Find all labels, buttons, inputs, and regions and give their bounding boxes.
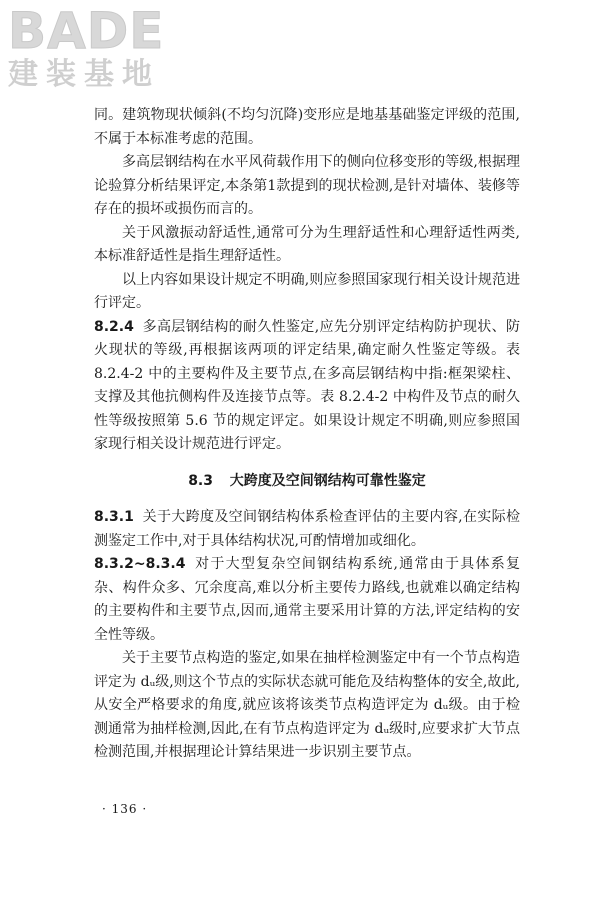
section-title: 大跨度及空间钢结构可靠性鉴定: [229, 472, 426, 489]
section-heading: [94, 470, 520, 494]
clause-paragraph: [94, 506, 520, 553]
clause-paragraph: [94, 316, 520, 457]
logo-subtitle-text: 建装基地: [8, 57, 160, 92]
clause-paragraph: [94, 553, 520, 647]
page-number: · 136 ·: [102, 802, 148, 816]
paragraph: 以上内容如果设计规定不明确,则应参照国家现行相关设计规范进行评定。: [94, 271, 520, 311]
paragraph: 关于主要节点构造的鉴定,如果在抽样检测鉴定中有一个节点构造评定为 dᵤ级,则这个节点的实际状态就可能危及结构整体的安全,故此,从安全严格要求的角度,就应该将该类节点构造评定为 dᵤ级。由于检测通常为抽样检测,因此,在有节点构造评定为 dᵤ级时,应要求扩大节点检测范围,并根据理论计算结果进一步识别主要节点。: [94, 650, 520, 760]
publisher-logo: [8, 2, 178, 98]
clause-number: 8.3.1: [94, 509, 134, 525]
clause-number: 8.2.4: [94, 318, 134, 335]
section-number: 8.3: [188, 472, 213, 489]
logo-brand-text: BADE: [8, 2, 165, 60]
clause-text: 关于大跨度及空间钢结构体系检查评估的主要内容,在实际检测鉴定工作中,对于具体结构状况,可酌情增加或细化。: [94, 509, 520, 549]
clause-text: 对于大型复杂空间钢结构系统,通常由于具体系复杂、构件众多、冗余度高,难以分析主要传力路线,也就难以确定结构的主要构件和主要节点,因而,通常主要采用计算的方法,评定结构的安全性等级。: [94, 556, 520, 643]
document-body: [94, 104, 520, 765]
clause-number: 8.3.2~8.3.4: [94, 556, 186, 572]
clause-text: 多高层钢结构的耐久性鉴定,应先分别评定结构防护现状、防火现状的等级,再根据该两项的评定结果,确定耐久性鉴定等级。表 8.2.4-2 中的主要构件及主要节点,在多高层钢结构中指:框架梁柱、支撑及其他抗侧构件及连接节点等。表 8.2.4-2 中构件及节点的耐久性等级按照第 5.6 节的规定评定。如果设计规定不明确,则应参照国家现行相关设计规范进行评定。: [94, 318, 520, 452]
paragraph: 同。建筑物现状倾斜(不均匀沉降)变形应是地基基础鉴定评级的范围,不属于本标准考虑的范围。: [94, 107, 520, 147]
paragraph: 关于风激振动舒适性,通常可分为生理舒适性和心理舒适性两类,本标准舒适性是指生理舒适性。: [94, 224, 520, 264]
paragraph: 多高层钢结构在水平风荷载作用下的侧向位移变形的等级,根据理论验算分析结果评定,本条第1款提到的现状检测,是针对墙体、装修等存在的损坏或损伤而言的。: [94, 154, 520, 217]
